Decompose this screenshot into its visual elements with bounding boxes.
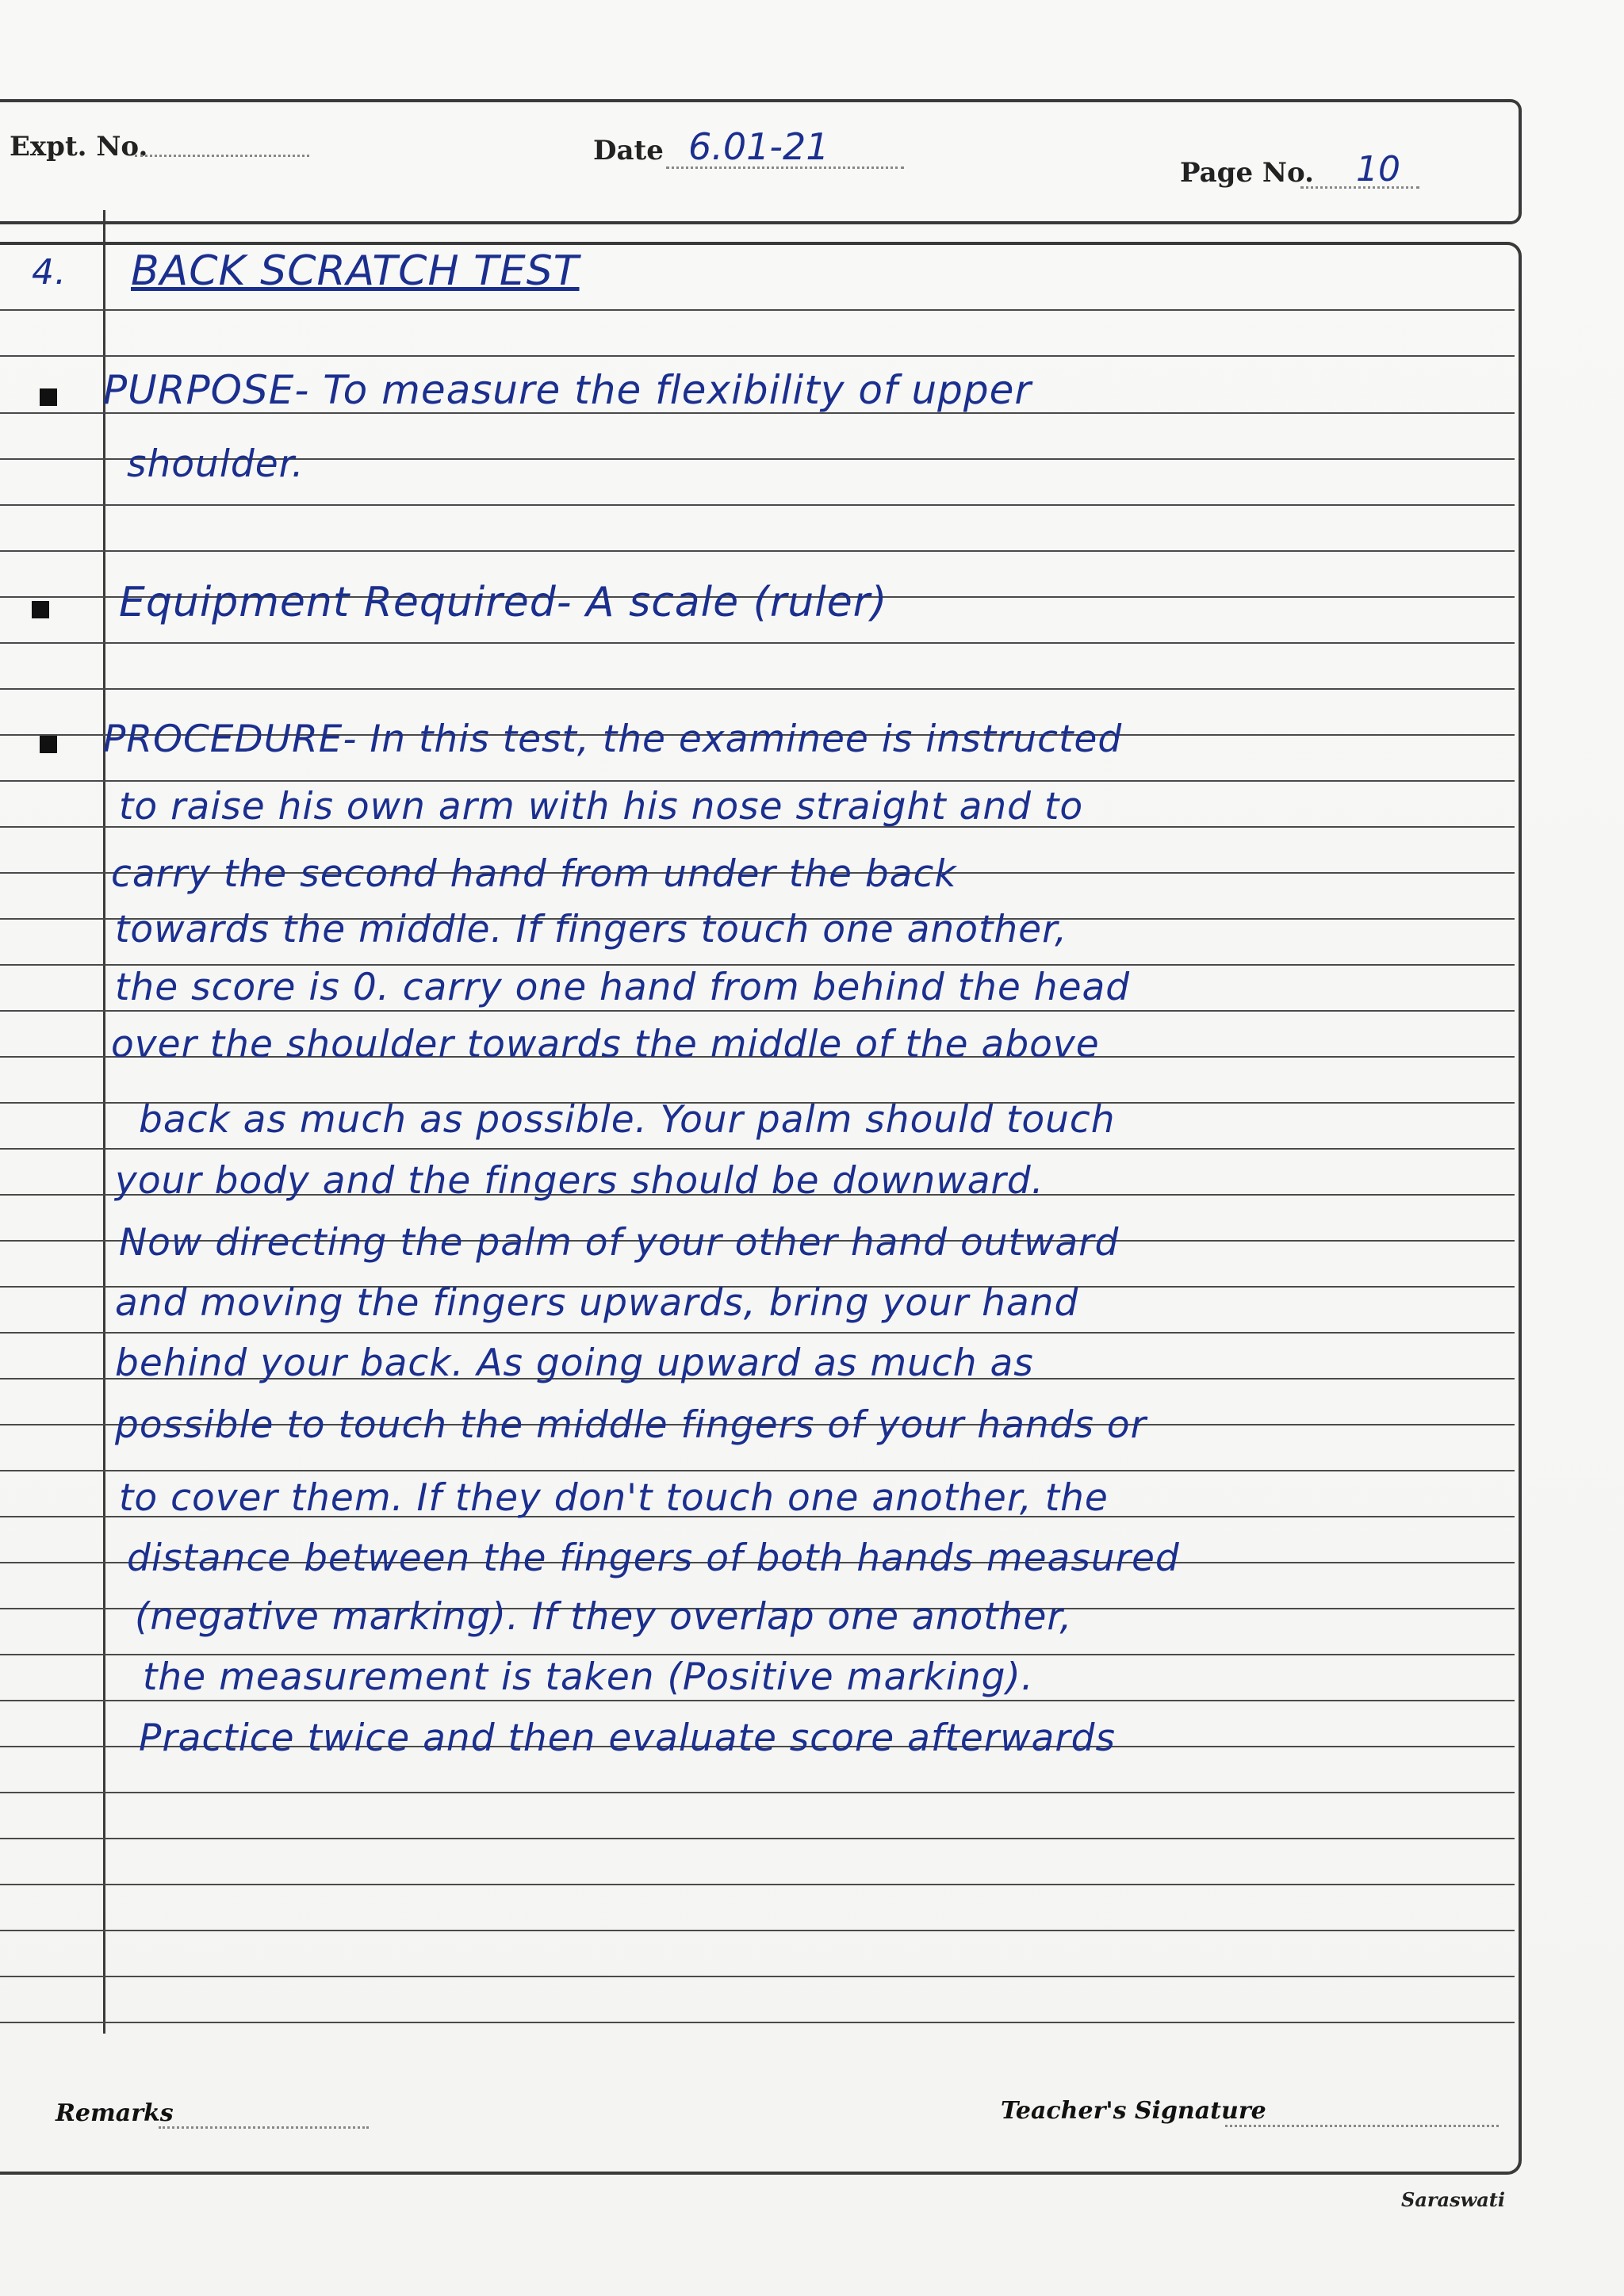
item-number: 4. [32,252,67,293]
ruled-line [0,688,1515,690]
procedure-line-13: to cover them. If they don't touch one another, the [119,1476,1109,1520]
ruled-line [0,1700,1515,1701]
expt-no-label: Expt. No. [10,131,148,163]
date-value: 6.01-21 [688,125,829,168]
ruled-line [0,1148,1515,1150]
signature-dotline [1225,2125,1499,2127]
ruled-line [0,1930,1515,1931]
procedure-line-7: back as much as possible. Your palm should touch [139,1098,1116,1142]
ruled-line [0,1792,1515,1793]
procedure-line-3: carry the second hand from under the back [111,852,957,896]
procedure-line-1: PROCEDURE- In this test, the examinee is instructed [103,718,1123,761]
brand-logo-text: Saraswati [1400,2188,1505,2211]
ruled-line [0,355,1515,357]
ruled-line [0,1884,1515,1885]
bullet-purpose [40,388,57,406]
procedure-line-12: possible to touch the middle fingers of your hands or [115,1403,1147,1447]
ruled-line [0,550,1515,552]
procedure-line-17: Practice twice and then evaluate score afterwards [139,1716,1116,1760]
ruled-line [0,309,1515,311]
date-label: Date [593,135,664,166]
procedure-line-15: (negative marking). If they overlap one another, [135,1595,1073,1639]
procedure-line-16: the measurement is taken (Positive marking). [143,1655,1034,1699]
procedure-line-5: the score is 0. carry one hand from behind the head [115,966,1131,1009]
procedure-line-11: behind your back. As going upward as much as [115,1341,1034,1385]
procedure-line-6: over the shoulder towards the middle of the above [111,1023,1100,1066]
equipment-line: Equipment Required- A scale (ruler) [119,579,888,626]
ruled-line [0,1838,1515,1839]
procedure-line-14: distance between the fingers of both hands measured [127,1536,1180,1580]
bullet-equipment [32,601,49,618]
ruled-line [0,1010,1515,1012]
ruled-line [0,642,1515,644]
margin-line [103,210,105,2034]
procedure-line-10: and moving the fingers upwards, bring your hand [115,1281,1079,1325]
teacher-signature-label: Teacher's Signature [1001,2097,1266,2125]
ruled-line [0,780,1515,782]
remarks-dotline [159,2126,369,2129]
ruled-line [0,1470,1515,1471]
page-no-value: 10 [1356,149,1400,189]
procedure-line-8: your body and the fingers should be downward. [115,1159,1044,1203]
procedure-line-9: Now directing the palm of your other hand outward [119,1221,1120,1265]
purpose-line-1: PURPOSE- To measure the flexibility of upper [103,367,1032,413]
remarks-label: Remarks [56,2099,174,2127]
ruled-line [0,1332,1515,1334]
page-no-label: Page No. [1180,157,1314,189]
expt-no-dotline [135,155,309,157]
test-title: BACK SCRATCH TEST [131,247,580,295]
bullet-procedure [40,736,57,753]
ruled-line [0,504,1515,506]
procedure-line-2: to raise his own arm with his nose straight and to [119,785,1084,828]
purpose-line-2: shoulder. [127,442,304,486]
procedure-line-4: towards the middle. If fingers touch one another, [115,908,1068,951]
ruled-line [0,1976,1515,1977]
ruled-line [0,2022,1515,2023]
